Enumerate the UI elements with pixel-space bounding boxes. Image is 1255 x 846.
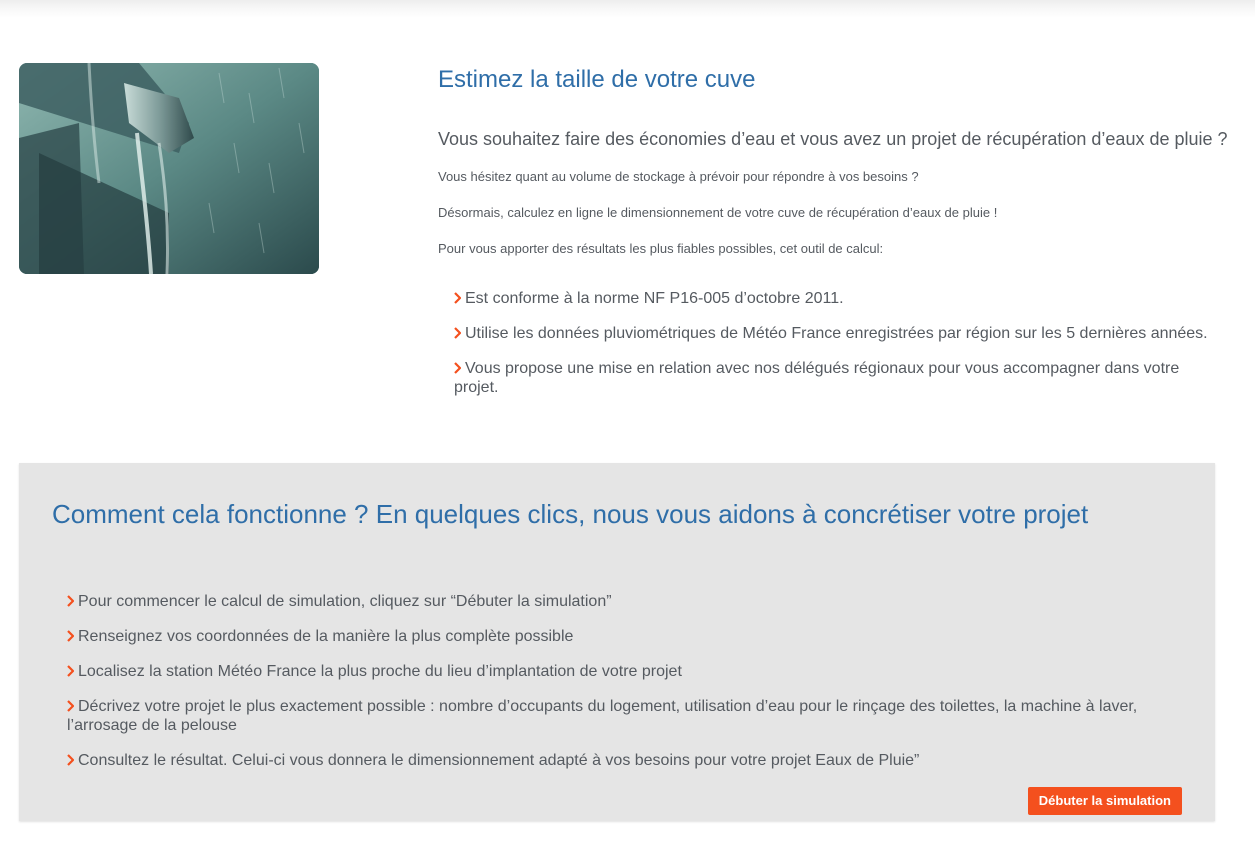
step-text: Renseignez vos coordonnées de la manière la plus complète possible xyxy=(78,628,574,645)
steps-list xyxy=(67,592,1177,770)
how-it-works-panel xyxy=(19,463,1215,821)
intro-section xyxy=(438,64,1228,397)
list-item-text: Utilise les données pluviométriques de Météo France enregistrées par région sur les 5 dernières années. xyxy=(465,325,1208,342)
header-shadow xyxy=(0,0,1255,18)
chevron-right-icon xyxy=(67,754,74,766)
features-list xyxy=(454,289,1214,397)
step-item xyxy=(67,662,1177,681)
chevron-right-icon xyxy=(454,327,461,339)
chevron-right-icon xyxy=(67,630,74,642)
rain-gutter-image xyxy=(19,63,319,274)
intro-lead: Vous souhaitez faire des économies d’eau et vous avez un projet de récupération d’eaux de pluie ? xyxy=(438,129,1228,149)
rain-gutter-illustration xyxy=(19,63,319,274)
intro-paragraph: Désormais, calculez en ligne le dimensionnement de votre cuve de récupération d’eaux de pluie ! xyxy=(438,205,998,220)
step-text: Décrivez votre projet le plus exactement possible : nombre d’occupants du logement, utilisation d’eau pour le rinçage des toilettes, la machine à laver, l’arrosage de la pelouse xyxy=(67,698,1138,734)
step-item xyxy=(67,697,1177,735)
step-text: Pour commencer le calcul de simulation, cliquez sur “Débuter la simulation” xyxy=(78,593,612,610)
section-title: Comment cela fonctionne ? En quelques clics, nous vous aidons à concrétiser votre projet xyxy=(52,499,1089,529)
chevron-right-icon xyxy=(67,595,74,607)
list-item xyxy=(454,324,1214,343)
step-item xyxy=(67,627,1177,646)
chevron-right-icon xyxy=(67,700,74,712)
step-item xyxy=(67,592,1177,611)
chevron-right-icon xyxy=(67,665,74,677)
step-text: Localisez la station Météo France la plus proche du lieu d’implantation de votre projet xyxy=(78,663,682,680)
step-text: Consultez le résultat. Celui-ci vous donnera le dimensionnement adapté à vos besoins pour votre projet Eaux de Pluie” xyxy=(78,752,920,769)
step-item xyxy=(67,751,1177,770)
chevron-right-icon xyxy=(454,362,461,374)
list-item-text: Est conforme à la norme NF P16-005 d’octobre 2011. xyxy=(465,290,844,307)
page-title: Estimez la taille de votre cuve xyxy=(438,66,756,93)
list-item-text: Vous propose une mise en relation avec nos délégués régionaux pour vous accompagner dans votre projet. xyxy=(454,360,1180,396)
list-item xyxy=(454,359,1214,397)
start-simulation-button[interactable]: Débuter la simulation xyxy=(1028,787,1182,815)
intro-paragraph: Pour vous apporter des résultats les plus fiables possibles, cet outil de calcul: xyxy=(438,241,884,256)
list-item xyxy=(454,289,1214,308)
chevron-right-icon xyxy=(454,292,461,304)
intro-paragraph: Vous hésitez quant au volume de stockage à prévoir pour répondre à vos besoins ? xyxy=(438,169,919,184)
